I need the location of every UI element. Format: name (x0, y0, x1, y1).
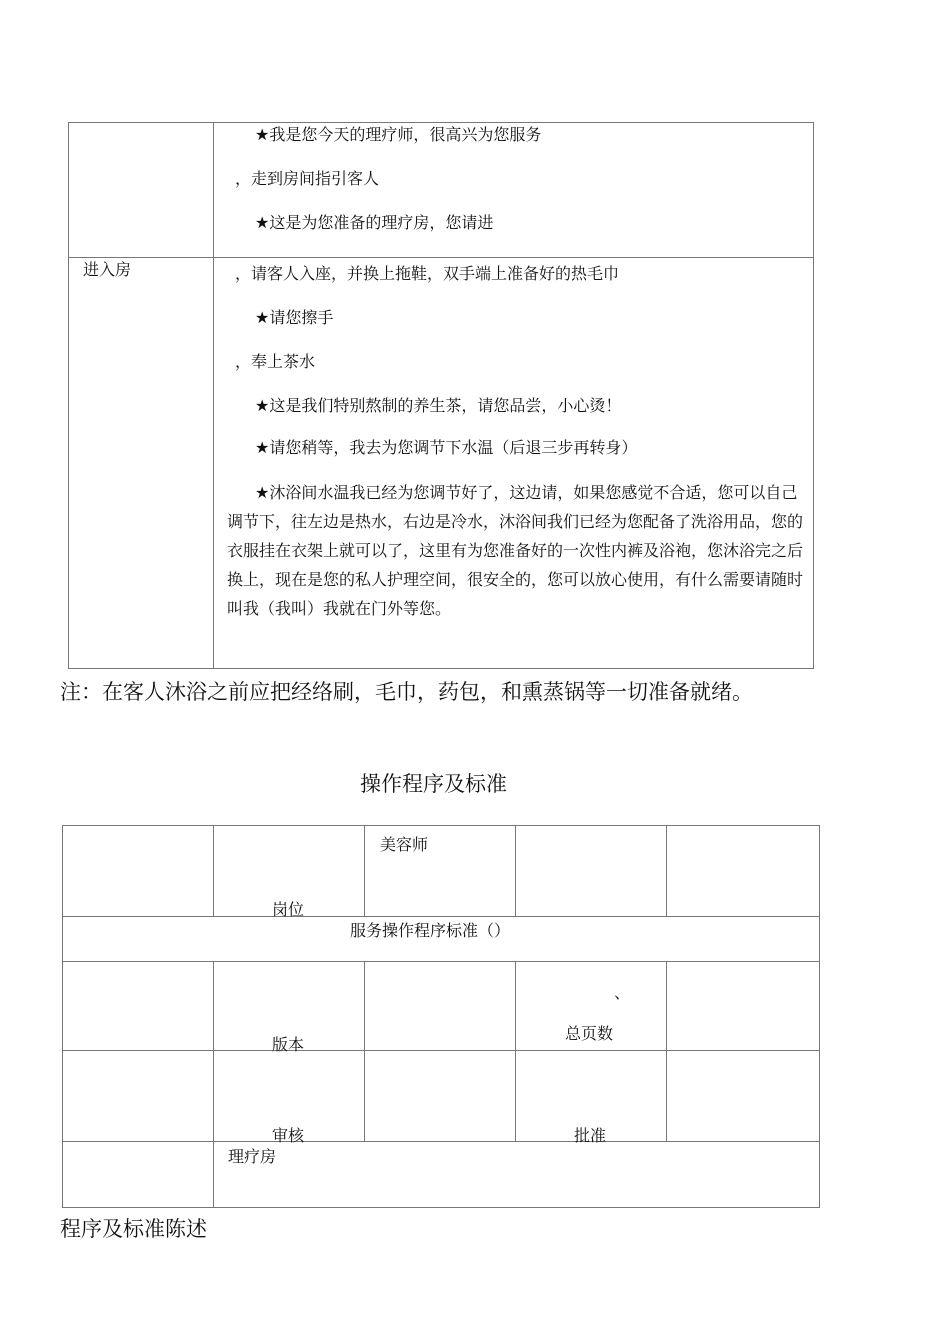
row-label: 进入房 (83, 260, 132, 279)
service-line: ★请您稍等，我去为您调节下水温（后退三步再转身） (255, 438, 638, 457)
service-line: ★我是您今天的理疗师，很高兴为您服务 (255, 125, 542, 144)
service-line: ，走到房间指引客人 (235, 169, 380, 188)
room-label: 理疗房 (228, 1147, 277, 1166)
approve-label: 批准 (574, 1126, 607, 1145)
note-text: 注：在客人沐浴之前应把经络刷，毛巾，药包，和熏蒸锅等一切准备就绪。 (60, 680, 753, 704)
footer-heading: 程序及标准陈述 (60, 1217, 207, 1241)
mark: 、 (614, 983, 631, 1002)
service-line: ★请您擦手 (255, 308, 334, 327)
version-label: 版本 (272, 1035, 305, 1054)
service-line: ★这是为您准备的理疗房，您请进 (255, 213, 494, 232)
service-paragraph: ★沐浴间水温我已经为您调节好了，这边请，如果您感觉不合适，您可以自己调节下，往左边是热水，右边是冷水，沐浴间我们已经为您配备了洗浴用品，您的衣服挂在衣架上就可以了，这里有为您准备好的一次性内裤及浴袍，您沐浴完之后换上，现在是您的私人护理空间，很安全的，您可以放心使用，有什么需要请随时叫我（我叫）我就在门外等您。 (227, 483, 804, 618)
service-line: ★这是我们特别熬制的养生茶，请您品尝，小心烫！ (255, 396, 622, 415)
total-pages-label: 总页数 (565, 1024, 614, 1043)
post-label: 岗位 (272, 900, 305, 919)
section-title: 操作程序及标准 (360, 772, 507, 796)
service-line: ，奉上茶水 (235, 352, 316, 371)
review-label: 审核 (272, 1126, 305, 1145)
post-value: 美容师 (380, 835, 429, 854)
procedure-standard-title: 服务操作程序标准（） (350, 921, 511, 940)
service-line: ，请客人入座，并换上拖鞋，双手端上准备好的热毛巾 (235, 264, 620, 283)
